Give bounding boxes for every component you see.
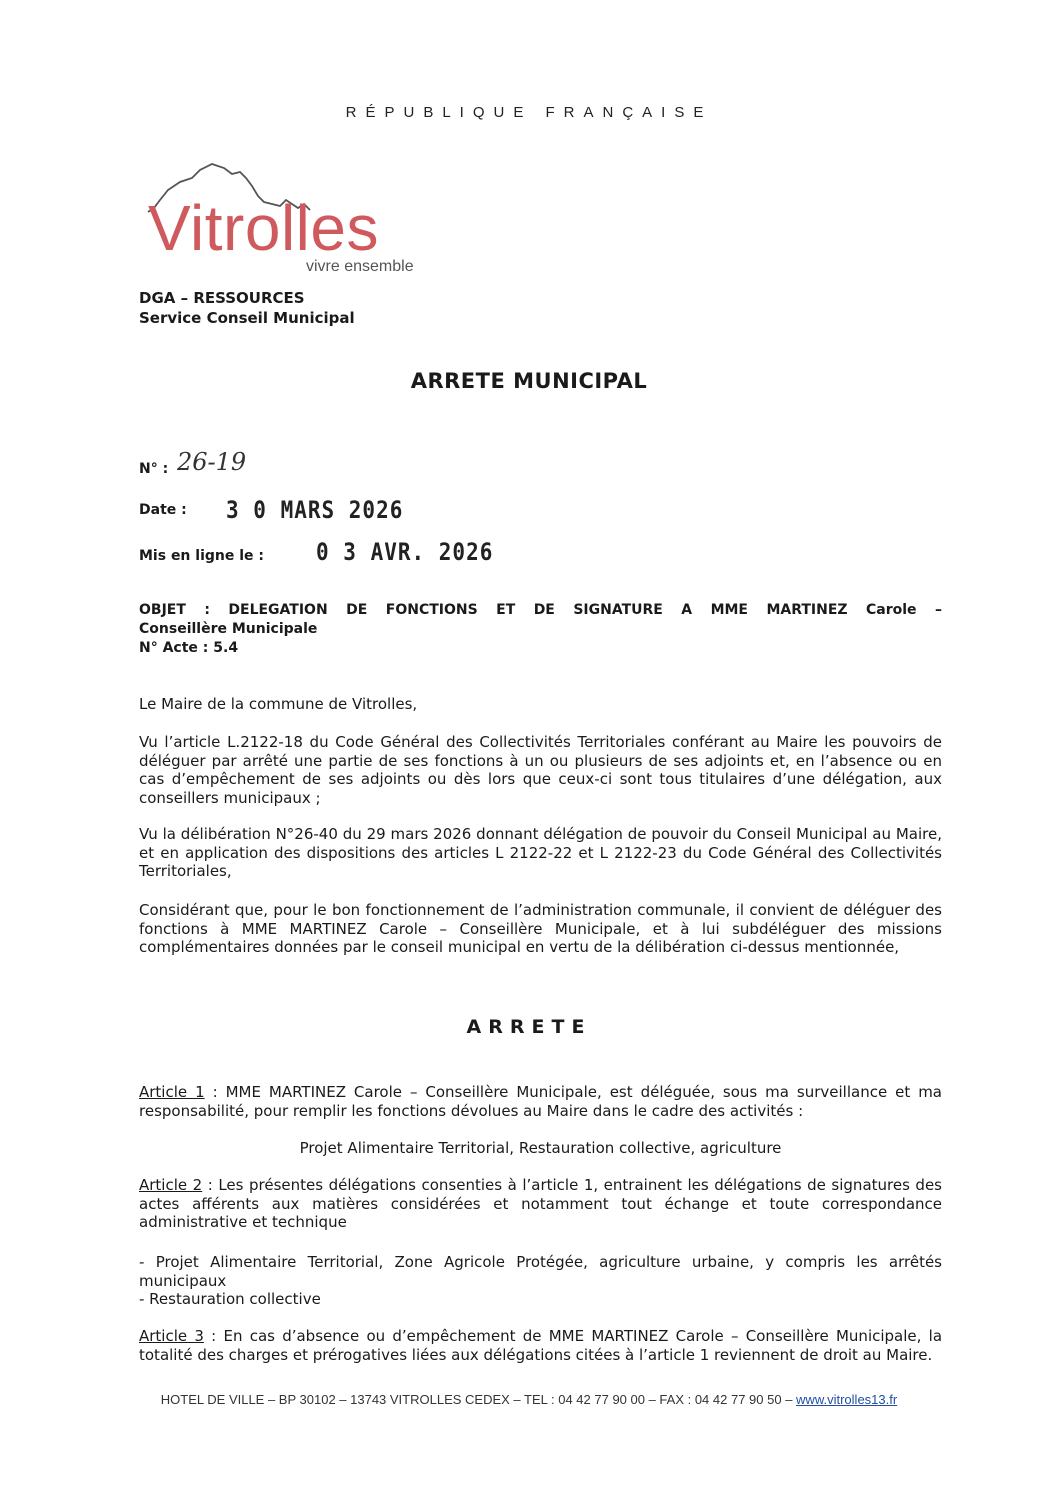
footer-address: HOTEL DE VILLE – BP 30102 – 13743 VITROLLES CEDEX – TEL : 04 42 77 90 00 – FAX : 04 42 77 90 50 – <box>160 1392 797 1407</box>
arrete-heading: ARRETE <box>466 1016 592 1038</box>
online-label: Mis en ligne le : <box>139 548 264 564</box>
article-2-label: Article 2 <box>139 1176 203 1194</box>
date-stamp: 3 0 MARS 2026 <box>226 496 404 524</box>
objet-line-1: OBJET : DELEGATION DE FONCTIONS ET DE SIGNATURE A MME MARTINEZ Carole – <box>139 602 942 618</box>
article-3-label: Article 3 <box>139 1327 204 1345</box>
service-dga: DGA – RESSOURCES <box>139 289 305 307</box>
preamble-vu-2: Vu la délibération N°26-40 du 29 mars 2026 donnant délégation de pouvoir du Conseil Municipal au Maire, et en application des dispositions des articles L 2122-22 et L 2122-23 du Code Général des Collectivités Territoriales, <box>139 825 942 880</box>
logo-wordmark: Vitrolles <box>148 192 379 264</box>
footer-website-link[interactable]: www.vitrolles13.fr <box>796 1392 898 1407</box>
service-conseil: Service Conseil Municipal <box>139 309 355 327</box>
preamble-intro: Le Maire de la commune de Vitrolles, <box>139 695 418 713</box>
preamble-considerant: Considérant que, pour le bon fonctionnement de l’administration communale, il convient de déléguer des fonctions à MME MARTINEZ Carole – Conseillère Municipale, et à lui subdéléguer des missions complémentaires données par le conseil municipal en vertu de la délibération ci-dessus mentionnée, <box>139 901 942 956</box>
objet-line-2: Conseillère Municipale <box>139 621 318 637</box>
objet-block <box>139 601 942 658</box>
article-1-label: Article 1 <box>139 1083 205 1101</box>
article-2 <box>139 1176 942 1232</box>
logo-tagline: vivre ensemble <box>306 258 414 275</box>
article-1-text: : MME MARTINEZ Carole – Conseillère Municipale, est déléguée, sous ma surveillance et ma responsabilité, pour remplir les fonctions dévolues au Maire dans le cadre des activités : <box>139 1083 942 1120</box>
article-2-text: : Les présentes délégations consenties à l’article 1, entrainent les délégations de signatures des actes afférents aux matières considérées et notamment tout échange et toute correspondance administrative et technique <box>139 1176 942 1231</box>
online-stamp: 0 3 AVR. 2026 <box>316 538 494 566</box>
article-2-item-1: - Projet Alimentaire Territorial, Zone Agricole Protégée, agriculture urbaine, y compris les arrêtés municipaux <box>139 1253 942 1290</box>
republique-header: RÉPUBLIQUE FRANÇAISE <box>345 104 713 121</box>
service-block <box>139 288 355 328</box>
acte-number: N° Acte : 5.4 <box>139 640 239 656</box>
date-label: Date : <box>139 502 187 518</box>
article-3 <box>139 1327 942 1364</box>
article-3-text: : En cas d’absence ou d’empêchement de MME MARTINEZ Carole – Conseillère Municipale, la totalité des charges et prérogatives liées aux délégations citées à l’article 1 reviennent de droit au Maire. <box>139 1327 943 1364</box>
number-label: N° : <box>139 461 169 477</box>
article-1-domains: Projet Alimentaire Territorial, Restauration collective, agriculture <box>299 1139 782 1157</box>
article-2-item-2: - Restauration collective <box>139 1290 321 1308</box>
number-value: 26-19 <box>177 448 247 476</box>
footer <box>0 1392 1058 1407</box>
preamble-vu-1: Vu l’article L.2122-18 du Code Général des Collectivités Territoriales conférant au Maire les pouvoirs de déléguer par arrêté une partie de ses fonctions à un ou plusieurs de ses adjoints et, en l’absence ou en cas d’empêchement de ses adjoints ou dès lors que ceux-ci sont tous titulaires d’une délégation, aux conseillers municipaux ; <box>139 733 942 807</box>
article-1 <box>139 1083 942 1120</box>
page-title: ARRETE MUNICIPAL <box>410 369 648 393</box>
